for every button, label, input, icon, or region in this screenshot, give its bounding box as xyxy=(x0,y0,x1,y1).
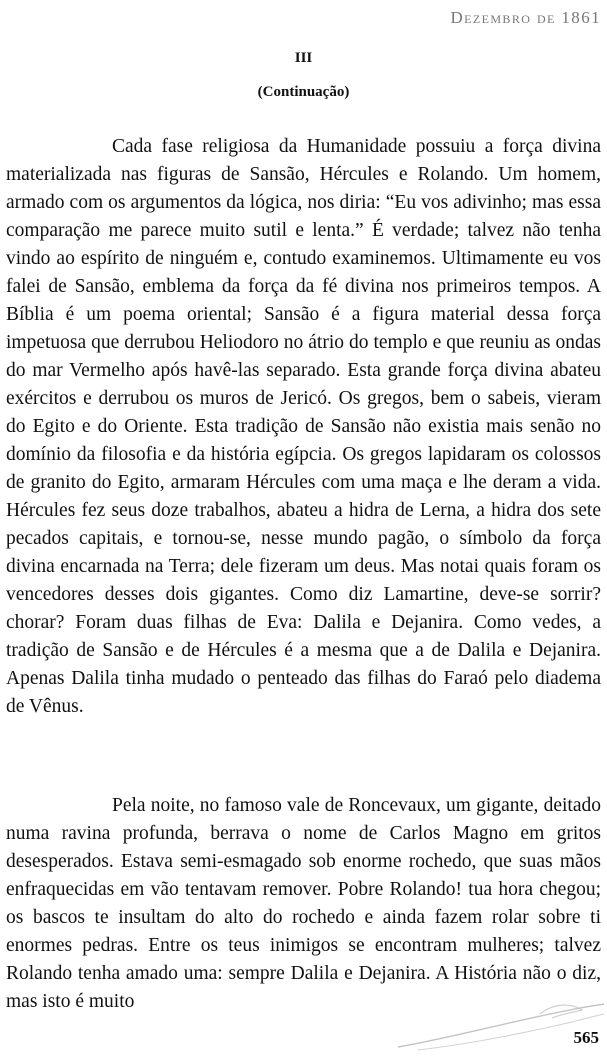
paragraph-1 xyxy=(6,133,601,721)
running-header: Dezembro de 1861 xyxy=(450,8,601,27)
page-number: 565 xyxy=(573,1028,599,1047)
paragraph-2 xyxy=(6,792,601,1016)
flourish-ornament-icon xyxy=(0,1000,607,1056)
paragraph-1-text: Cada fase religiosa da Humanidade possuiu a força divina materializada nas figuras de Sansão, Hércules e Rolando. Um homem, armado com os argumentos da lógica, nos diria: “Eu vos adivinho; mas essa comparação me parece muito sutil e lenta.” É verdade; talvez não tenha vindo ao espírito de ninguém e, contudo examinemos. Ultimamente eu vos falei de Sansão, emblema da força da fé divina nos primeiros tempos. A Bíblia é um poema oriental; Sansão é a figura material dessa força impetuosa que derrubou Heliodoro no átrio do templo e que reuniu as ondas do mar Vermelho após havê-las separado. Esta grande força divina abateu exércitos e derrubou os muros de Jericó. Os gregos, bem o sabeis, vieram do Egito e do Oriente. Esta tradição de Sansão não existia mais senão no domínio da filosofia e da história egípcia. Os gregos lapidaram os colossos de granito do Egito, armaram Hércules com uma maça e lhe deram a vida. Hércules fez seus doze trabalhos, abateu a hidra de Lerna, a hidra dos sete pecados capitais, e tornou-se, nesse mundo pagão, o símbolo da força divina encarnada na Terra; dele fizeram um deus. Mas notai quais foram os vencedores desses dois gigantes. Como diz Lamartine, deve-se sorrir? chorar? Foram duas filhas de Eva: Dalila e Dejanira. Como vedes, a tradição de Sansão e de Hércules é a mesma que a de Dalila e Dejanira. Apenas Dalila tinha mudado o penteado das filhas do Faraó pelo diadema de Vênus. xyxy=(6,136,601,717)
paragraph-2-text: Pela noite, no famoso vale de Roncevaux, um gigante, deitado numa ravina profunda, berrava o nome de Carlos Magno em gritos desesperados. Estava semi-esmagado sob enorme rochedo, que suas mãos enfraquecidas em vão tentavam remover. Pobre Rolando! tua hora chegou; os bascos te insultam do alto do rochedo e ainda fazem rolar sobre ti enormes pedras. Entre os teus inimigos se encontram mulheres; talvez Rolando tenha amado uma: sempre Dalila e Dejanira. A História não o diz, mas isto é muito xyxy=(6,795,601,1012)
section-number: III xyxy=(294,50,313,66)
page-footer xyxy=(0,1000,607,1056)
section-subtitle: (Continuação) xyxy=(257,84,350,100)
